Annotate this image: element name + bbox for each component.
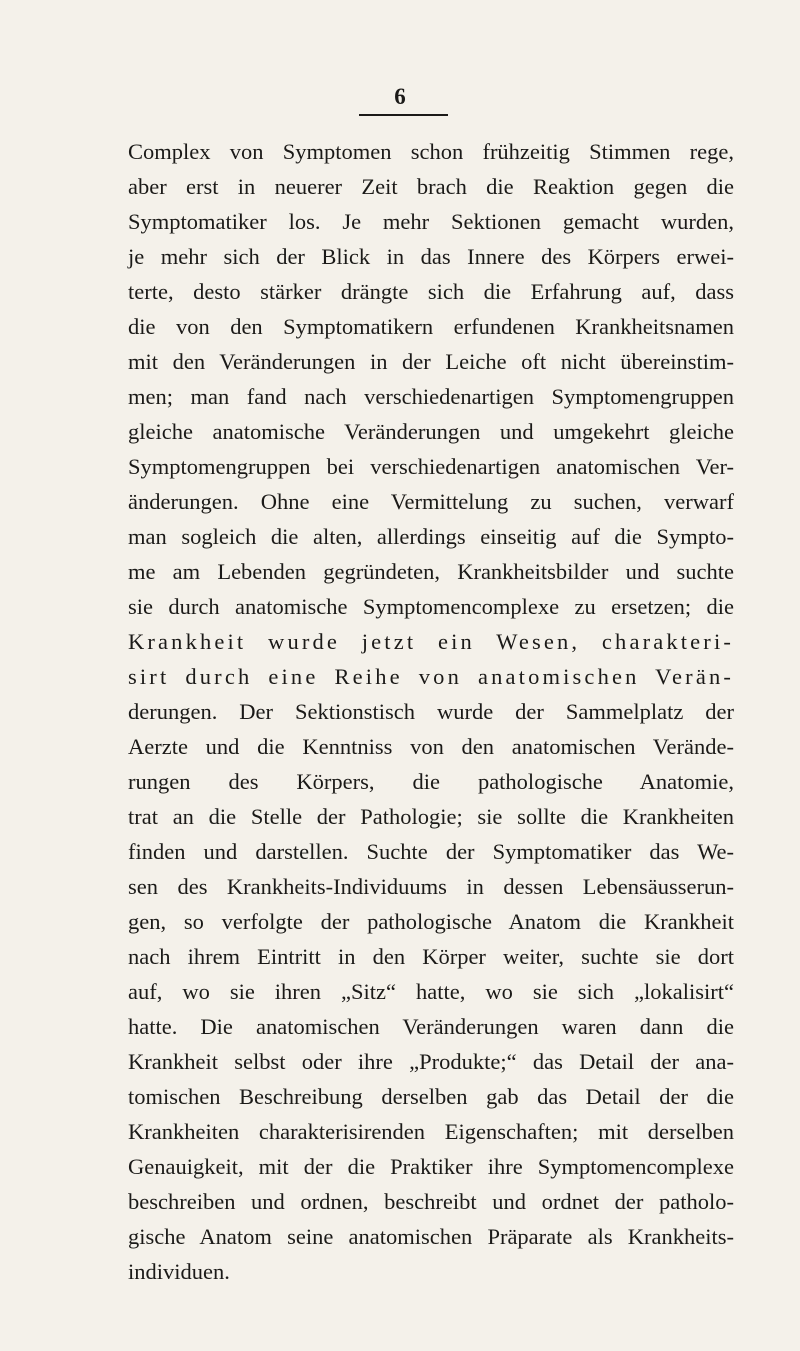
text-line: änderungen. Ohne eine Vermittelung zu suchen, verwarf — [128, 489, 734, 514]
text-line: finden und darstellen. Suchte der Symptomatiker das We- — [128, 839, 734, 864]
text-line: Symptomatiker los. Je mehr Sektionen gemacht wurden, — [128, 209, 734, 234]
text-line: sie durch anatomische Symptomencomplexe zu ersetzen; die — [128, 594, 734, 619]
text-line: gen, so verfolgte der pathologische Anatom die Krankheit — [128, 909, 734, 934]
text-line: die von den Symptomatikern erfundenen Krankheitsnamen — [128, 314, 734, 339]
page-number: 6 — [394, 84, 406, 109]
header-rule — [359, 114, 448, 116]
text-line-spaced: Krankheit wurde jetzt ein Wesen, charakteri- — [128, 629, 734, 654]
text-line: beschreiben und ordnen, beschreibt und ordnet der patholo- — [128, 1189, 734, 1214]
text-line: sen des Krankheits-Individuums in dessen Lebensäusserun- — [128, 874, 734, 899]
text-line: gische Anatom seine anatomischen Präparate als Krankheits- — [128, 1224, 734, 1249]
text-line: derungen. Der Sektionstisch wurde der Sammelplatz der — [128, 699, 734, 724]
text-line: je mehr sich der Blick in das Innere des Körpers erwei- — [128, 244, 734, 269]
text-line: auf, wo sie ihren „Sitz“ hatte, wo sie sich „lokalisirt“ — [128, 979, 734, 1004]
text-line: aber erst in neuerer Zeit brach die Reaktion gegen die — [128, 174, 734, 199]
text-line-spaced: sirt durch eine Reihe von anatomischen Verän- — [128, 664, 734, 689]
text-line: Symptomengruppen bei verschiedenartigen anatomischen Ver- — [128, 454, 734, 479]
text-line: Aerzte und die Kenntniss von den anatomischen Verände- — [128, 734, 734, 759]
text-line: Genauigkeit, mit der die Praktiker ihre Symptomencomplexe — [128, 1154, 734, 1179]
text-line: individuen. — [128, 1259, 230, 1284]
text-line: man sogleich die alten, allerdings einseitig auf die Sympto- — [128, 524, 734, 549]
text-line: gleiche anatomische Veränderungen und umgekehrt gleiche — [128, 419, 734, 444]
text-line: me am Lebenden gegründeten, Krankheitsbilder und suchte — [128, 559, 734, 584]
text-line: Complex von Symptomen schon frühzeitig Stimmen rege, — [128, 139, 734, 164]
body-text — [128, 134, 734, 1289]
text-line: Krankheiten charakterisirenden Eigenschaften; mit derselben — [128, 1119, 734, 1144]
text-line: nach ihrem Eintritt in den Körper weiter, suchte sie dort — [128, 944, 734, 969]
text-line: trat an die Stelle der Pathologie; sie sollte die Krankheiten — [128, 804, 734, 829]
text-line: mit den Veränderungen in der Leiche oft nicht übereinstim- — [128, 349, 734, 374]
text-line: men; man fand nach verschiedenartigen Symptomengruppen — [128, 384, 734, 409]
text-line: terte, desto stärker drängte sich die Erfahrung auf, dass — [128, 279, 734, 304]
text-line: tomischen Beschreibung derselben gab das Detail der die — [128, 1084, 734, 1109]
text-line: hatte. Die anatomischen Veränderungen waren dann die — [128, 1014, 734, 1039]
text-line: rungen des Körpers, die pathologische Anatomie, — [128, 769, 734, 794]
text-line: Krankheit selbst oder ihre „Produkte;“ das Detail der ana- — [128, 1049, 734, 1074]
